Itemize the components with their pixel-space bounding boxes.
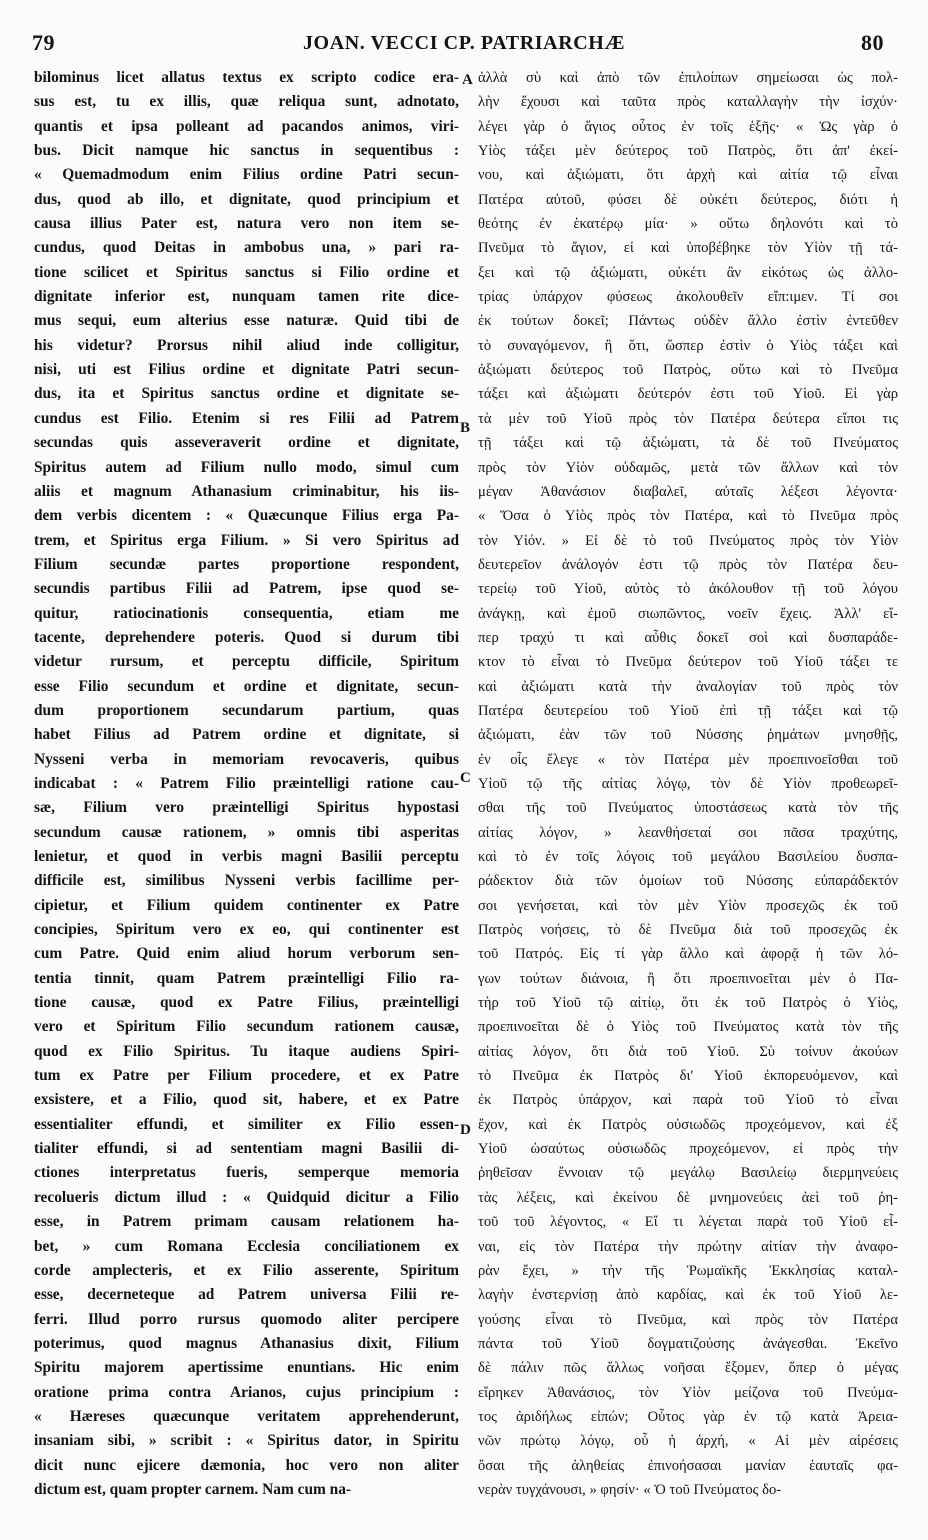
text-line: secundis partibus Filii ad Patrem, ipse quod se- [34,580,459,598]
text-line: καὶ τὸ ἐν τοῖς λόγοις τοῦ μεγάλου Βασιλείου δυσπα- [478,849,898,865]
text-line: μέγαν Ἀθανάσιον διαβαλεῖ, αὐταῖς λέξεσι λέγοντα· [478,483,898,500]
text-line: secundas quis asseveraverit ordine et dignitate, [34,434,459,452]
text-line: exsistere, et a Filio, quod sit, habere, et ex Patre [34,1091,459,1109]
text-line: ferri. Illud porro rursus quomodo aliter percipere [34,1310,459,1328]
text-line: ναι, εἰς τὸν Πατέρα τὴν πρώτην αἰτίαν τὴν ἀναφο- [478,1238,898,1255]
running-title: JOAN. VECCI CP. PATRIARCHÆ [302,32,626,54]
text-line: Filium secundæ partes proportione respondent, [34,555,459,573]
text-line: τῇ τάξει καὶ τῷ ἀξιώματι, τὰ δὲ τοῦ Πνεύματος [478,435,898,452]
latin-column [34,66,459,1502]
text-line: trem, et Spiritus erga Filium. » Si vero Spiritus ad [34,531,459,549]
greek-column [478,66,898,1502]
text-line: ὅσαι τῆς ἀληθείας ἐπινοήσασαι μανίαν ἑαυταῖς φα- [478,1457,898,1474]
text-line: quantis et ipsa polleant ad pacandos animos, viri- [34,117,459,135]
text-line: περ τραχύ τι καὶ αὖθις δοκεῖ σοὶ καὶ δυσπαράδε- [478,629,898,646]
text-line: nisi, uti est Filius ordine et dignitate Patri secun- [34,361,459,379]
text-line: aliis et magnum Athanasium criminabitur, his iis- [34,482,459,500]
text-line: mus sequi, eum alterius esse naturæ. Quid tibi de [34,312,459,330]
text-line: λαγὴν ἐνστερνίσῃ ἀπὸ καρδίας, καὶ ἐκ τοῦ Υἱοῦ λε- [478,1287,898,1304]
text-line: ἀνάγκῃ, καὶ ἐμοῦ σιωπῶντος, νοεῖν ἔχεις. Ἀλλ' εἴ- [478,605,898,622]
text-line: νῶν πρώτῳ λόγῳ, οὗ ἡ ἀρχή, « Αἱ μὲν αἱρέσεις [478,1433,898,1450]
text-line: αἰτίας λόγον, ὅτι διὰ τοῦ Υἱοῦ. Σὺ τοίνυν ἀκούων [478,1043,898,1060]
text-line: ἀλλὰ σὺ καὶ ἀπὸ τῶν ἐπιλοίπων σημείωσαι ὡς πολ- [478,70,898,86]
text-line: essentialiter effundi, et similiter ex Filio essen- [34,1115,459,1133]
text-line: τος ἀριδήλως εἰπών; Οὗτος γὰρ ἐν τῷ κατὰ Ἀρεια- [478,1408,898,1425]
text-line: τοῦ Πατρός. Εἰς τί γὰρ ἄλλο καὶ ἀφορᾷ ἡ τῶν λό- [478,946,898,963]
text-line: indicabat : « Patrem Filio præintelligi ratione cau- [34,774,459,792]
text-line: tentia tinnit, quam Patrem præintelligi Filio ra- [34,969,459,987]
text-line: « Hæreses quæcunque veritatem apprehenderunt, [34,1407,459,1425]
text-line: difficile est, similibus Nysseni verbis facillime per- [34,872,459,890]
margin-letter-b: B [460,420,471,436]
text-line: cundus, quod Deitas in ambobus una, » pari ra- [34,239,459,257]
text-line: videtur rursum, et perceptu difficile, Spiritum [34,653,459,671]
text-line: ῥηθεῖσαν ἔννοιαν τῷ μεγάλῳ Βασιλείῳ διερμηνεύεις [478,1165,898,1182]
text-line: corde amplecteris, et ex Filio asserente, Spiritum [34,1261,459,1279]
text-line: γων τούτων διάνοια, ἢ ὅτι προεπινοεῖται μὲν ὁ Πα- [478,970,898,987]
text-line: ἀξιώματι, ἐὰν τῶν τοῦ Νύσσης ῥημάτων μνησθῇς, [478,727,898,744]
text-line: ξει καὶ τῷ ἀξιώματι, οὐκέτι ἂν εἰκότως ὡς ἀλλο- [478,264,898,281]
text-line: tione scilicet et Spiritus sanctus si Filio ordine et [34,263,459,281]
text-line: νερὰν τυγχάνουσι, » φησίν· « Ὁ τοῦ Πνεύματος δο- [478,1481,782,1498]
text-line: tacente, deprehendere poteris. Quod si durum tibi [34,628,459,646]
text-line: δευτερεῖον ἀνάλογόν ἐστι τῷ πρὸς τὸν Πατέρα δευ- [478,556,898,573]
text-line: esse, in Patrem primam causam relationem ha- [34,1213,459,1231]
text-line: esse, decerneteque ad Patrem universa Filii re- [34,1286,459,1304]
text-line: καὶ ἀξιώματι κατὰ τὴν ἀναλογίαν τοῦ πρὸς τὸν [478,678,898,695]
text-line: νου, καὶ ἀξιώματι, ὅτι ἀρχὴ καὶ αἰτία τῷ εἶναι [478,167,898,184]
text-line: τὸ Πνεῦμα ἐκ Πατρὸς δι' Υἱοῦ ἐκπορευόμενον, καὶ [478,1068,898,1085]
text-line: his videtur? Prorsus nihil aliud inde colligitur, [34,336,459,354]
text-line: dus, quod ab illo, et dignitate, quod principium et [34,190,459,208]
text-line: bet, » cum Romana Ecclesia conciliationem ex [34,1237,459,1255]
text-line: vero et Spiritum Filio secundum rationem causæ, [34,1018,459,1036]
text-line: recolueris dictum illud : « Quidquid dicitur a Filio [34,1188,459,1206]
text-line: bilominus licet allatus textus ex scripto codice era- [34,69,459,86]
margin-letter-a: A [462,72,473,88]
text-line: Nysseni verba in memoriam revocaveris, quibus [34,750,459,768]
text-line: πάντα τοῦ Υἱοῦ δογματιζούσης ἀνάγεσθαι. Ἐκεῖνο [478,1335,898,1352]
margin-letter-d: D [460,1122,471,1138]
text-line: concipies, Spiritum vero ex eo, qui continenter est [34,921,459,939]
text-line: εἴρηκεν Ἀθανάσιος, τὸν Υἱὸν μείζονα τοῦ Πνεύμα- [478,1384,898,1401]
text-line: bus. Dicit namque hic sanctus in sequentibus : [34,142,459,160]
text-line: cundus est Filio. Etenim si res Filii ad Patrem [34,409,459,427]
left-page-number: 79 [32,30,55,55]
text-line: esse Filio secundum et ordine et dignitate, secun- [34,677,459,695]
running-head [30,30,898,60]
text-line: causa illius Pater est, natura vero non item se- [34,215,459,233]
text-line: tialiter effundi, si ad sententiam magni Basilii di- [34,1140,459,1158]
text-line: tione causæ, quod ex Patre Filius, præintelligi [34,994,459,1012]
text-line: « Ὅσα ὁ Υἱὸς πρὸς τὸν Πατέρα, καὶ τὸ Πνεῦμα πρὸς [478,508,898,525]
text-line: Πατέρα αὐτοῦ, φύσει δὲ οὐκέτι δεύτερος, διότι ἡ [478,191,898,208]
text-line: poterimus, quod magnus Athanasius dixit, Filium [34,1334,459,1352]
text-line: dictum est, quam propter carnem. Nam cum na- [34,1480,352,1498]
text-line: « Quemadmodum enim Filius ordine Patri secun- [34,166,459,184]
text-line: ρὰν ἔχει, » τὴν τῆς Ῥωμαϊκῆς Ἐκκλησίας καταλ- [478,1262,898,1279]
text-line: sus est, tu ex illis, quæ reliqua sunt, adnotato, [34,93,459,111]
text-line: ἀξιώματι δεύτερος τοῦ Πατρὸς, οὕτω καὶ τὸ Πνεῦμα [478,362,898,379]
text-line: Spiritus autem ad Filium nullo modo, simul cum [34,458,459,476]
text-line: dicit nunc ejicere dæmonia, hoc vero non aliter [34,1456,459,1474]
text-line: τὴρ τοῦ Υἱοῦ τῷ αἰτίῳ, ὅτι ἐκ τοῦ Πατρὸς ὁ Υἱὸς, [478,995,898,1012]
text-line: dignitate inferior est, nunquam tamen rite dice- [34,288,459,306]
text-line: ctiones interpretatus fueris, semperque memoria [34,1164,459,1182]
text-line: τὸ συναγόμενον, ἢ ὅτι, ὥσπερ ἐστὶν ὁ Υἱὸς τάξει καὶ [478,337,898,354]
text-line: insaniam sibi, » scribit : « Spiritus dator, in Spiritu [34,1432,459,1450]
text-line: τρίας ὑπάρχον φύσεως ἀκολουθεῖν εἴπ:ιμεν. Τί σοι [478,289,898,306]
text-line: τερείῳ τοῦ Υἱοῦ, αὐτὸς τὸ ἀκόλουθον τῇ τοῦ λόγου [478,581,898,598]
text-line: Πνεῦμα τὸ ἅγιον, εἰ καὶ ὑποβέβηκε τὸν Υἱὸν τῇ τά- [478,240,898,257]
text-line: ἔχον, καὶ ἐκ Πατρὸς οὐσιωδῶς προχεόμενον, καὶ ἐξ [478,1116,898,1133]
text-line: τάξει καὶ ἀξιώματι δεύτερόν ἐστι τοῦ Υἱοῦ. Εἰ γὰρ [478,386,898,403]
text-line: Υἱοῦ ὡσαύτως οὐσιωδῶς προχεόμενον, εἰ πρὸς τὴν [478,1141,898,1158]
text-line: δὲ πάλιν πῶς ἄλλως νοῆσαι ἕξομεν, ὅπερ ὁ μέγας [478,1360,898,1377]
text-line: habet Filius ad Patrem ordine et dignitate, si [34,726,459,744]
text-line: ἐκ Πατρὸς ὑπάρχον, καὶ παρὰ τοῦ Υἱοῦ τὸ εἶναι [478,1092,898,1109]
text-line: προεπινοεῖται δὲ ὁ Υἱὸς τοῦ Πνεύματος κατὰ τὸν τῆς [478,1019,898,1036]
text-line: secundum causæ rationem, » omnis tibi asperitas [34,823,459,841]
text-line: oratione prima contra Arianos, cujus principium : [34,1383,459,1401]
text-line: lenietur, et quod in verbis magni Basilii perceptu [34,848,459,865]
text-line: λὴν ἔχουσι καὶ ταῦτα πρὸς καταλλαγὴν τὴν ἰσχύν· [478,94,898,111]
text-line: ἐκ τούτων δοκεῖ; Πάντως οὐδὲν ἄλλο ἐστὶν ἐντεῦθεν [478,313,898,330]
margin-letter-c: C [460,770,471,786]
text-line: sæ, Filium vero præintelligi Spiritus hypostasi [34,799,459,817]
text-line: quod ex Filio Spiritus. Tu itaque audiens Spiri- [34,1042,459,1060]
text-line: σθαι τῆς τοῦ Πνεύματος ὑποστάσεως κατὰ τὸν τῆς [478,800,898,817]
text-line: Πατρὸς νοήσεις, τὸ δὲ Πνεῦμα διὰ τοῦ προσεχῶς ἐκ [478,922,898,939]
text-line: ἐν οἷς ἔλεγε « τὸν Πατέρα μὲν προεπινοεῖσθαι τοῦ [478,751,898,768]
text-line: Υἱὸς τάξει μὲν δεύτερος τοῦ Πατρὸς, ὅτι ἀπ' ἐκεί- [478,143,898,160]
text-line: dum proportionem secundarum partium, quas [34,701,459,719]
text-line: τὰ μὲν τοῦ Υἱοῦ πρὸς τὸν Πατέρα δεύτερα εἴποι τις [478,410,898,427]
text-line: ράδεκτον διὰ τῶν ὁμοίων τοῦ Νύσσης εὐπαράδεκτόν [478,873,898,890]
text-line: cipietur, et Filium quidem continenter ex Patre [34,896,459,914]
text-line: Υἱοῦ τῷ τῆς αἰτίας λόγῳ, τὸν δὲ Υἱὸν προθεωρεῖ- [478,775,898,792]
text-line: τὸν Υἱόν. » Εἰ δὲ τὸ τοῦ Πνεύματος πρὸς τὸν Υἱὸν [478,532,898,549]
right-page-number: 80 [861,30,884,55]
text-line: θεότης ἐν ἑκατέρῳ μία· » οὕτω δηλονότι καὶ τὸ [478,216,898,233]
text-line: tum ex Patre per Filium procedere, et ex Patre [34,1067,459,1085]
text-line: κτον τὸ εἶναι τὸ Πνεῦμα δεύτερον τοῦ Υἱοῦ τάξει τε [478,654,898,671]
text-line: αἰτίας λόγον, » λεανθήσεταί σοι πᾶσα τραχύτης, [478,824,898,841]
text-line: dus, ita et Spiritus sanctus ordine et dignitate se- [34,385,459,403]
text-line: Πατέρα δευτερείου τοῦ Υἱοῦ ἐπὶ τῇ τάξει καὶ τῷ [478,702,898,719]
text-line: λέγει γὰρ ὁ ἅγιος οὗτος ἐν τοῖς ἑξῆς· « Ὡς γὰρ ὁ [478,118,898,135]
text-line: σοι γενήσεται, καὶ τὸν μὲν Υἱὸν προσεχῶς ἐκ τοῦ [478,897,898,914]
text-line: τοῦ τοῦ λέγοντος, « Εἴ τι λέγεται παρὰ τοῦ Υἱοῦ εἶ- [478,1214,898,1231]
text-line: dem verbis dicentem : « Quæcunque Filius erga Pa- [34,507,459,525]
text-line: quitur, ratiocinationis consequentia, etiam me [34,604,459,622]
text-line: Spiritu majorem apertissime enuntians. Hic enim [34,1359,459,1377]
text-line: πρὸς τὸν Υἱὸν οὐδαμῶς, μετὰ τῶν ἄλλων καὶ τὸν [478,459,898,476]
text-line: cum Patre. Quid enim aliud horum verborum sen- [34,945,459,963]
text-line: γούσης εἶναι τὸ Πνεῦμα, καὶ πρὸς τὸν Πατέρα [478,1311,898,1328]
text-line: τὰς λέξεις, καὶ ἐκείνου δὲ μνημονεύεις ἀεὶ τοῦ ῥη- [478,1189,898,1206]
